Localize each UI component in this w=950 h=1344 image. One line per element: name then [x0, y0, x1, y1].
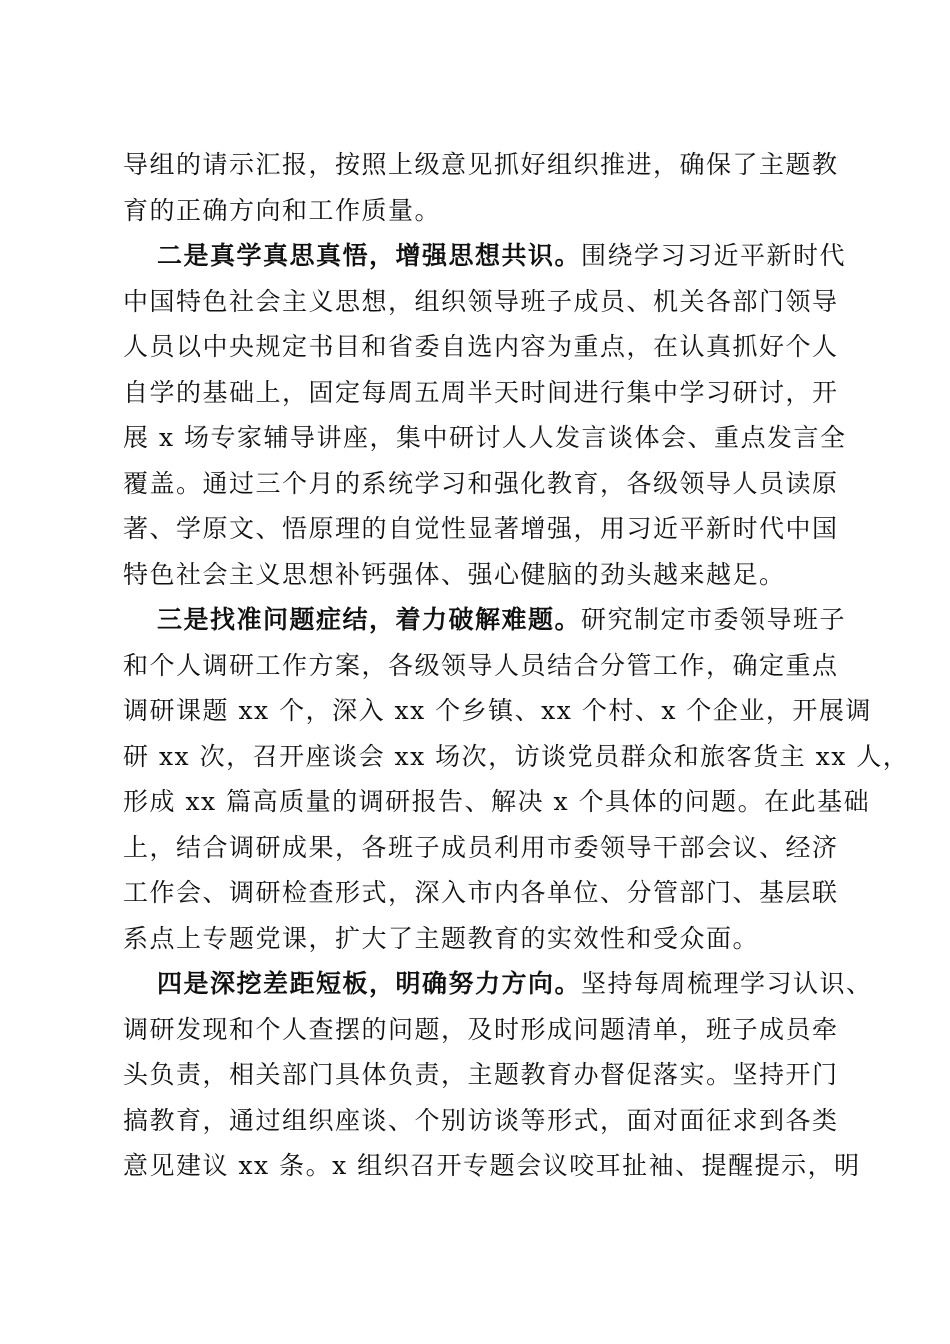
paragraph-2-line-3: 人员以中央规定书目和省委自选内容为重点，在认真抓好个人: [123, 332, 839, 361]
paragraph-3-line-5: 形成 xx 篇高质量的调研报告、解决 x 个具体的问题。在此基础: [123, 787, 871, 816]
paragraph-1-line-2: 育的正确方向和工作质量。: [123, 195, 442, 225]
paragraph-3-line-3: 调研课题 xx 个，深入 xx 个乡镇、xx 个村、x 个企业，开展调: [123, 696, 872, 725]
paragraph-3-line-8: 系点上专题党课，扩大了主题教育的实效性和受众面。: [123, 923, 760, 953]
paragraph-2-line-6: 覆盖。通过三个月的系统学习和强化教育，各级领导人员读原: [123, 468, 839, 498]
paragraph-3-line-4: 研 xx 次，召开座谈会 xx 场次，访谈党员群众和旅客货主 xx 人，: [123, 741, 910, 771]
paragraph-2-line-7: 著、学原文、悟原理的自觉性显著增强，用习近平新时代中国: [123, 514, 839, 543]
paragraph-3-line-2: 和个人调研工作方案，各级领导人员结合分管工作，确定重点: [123, 650, 839, 680]
document-body: [123, 142, 910, 1189]
paragraph-4-heading: 四是深挖差距短板，明确努力方向。: [157, 969, 582, 998]
paragraph-2-line-4: 自学的基础上，固定每周五周半天时间进行集中学习研讨，开: [123, 377, 839, 407]
paragraph-3-line-1-text: 研究制定市委领导班子: [581, 605, 847, 634]
paragraph-2-line-1-text: 围绕学习习近平新时代: [581, 241, 847, 270]
paragraph-3-line-1: [123, 597, 847, 643]
paragraph-4-line-1-text: 坚持每周梳理学习认识、: [581, 969, 873, 998]
paragraph-4-line-3: 头负责，相关部门具体负责，主题教育办督促落实。坚持开门: [123, 1060, 839, 1089]
paragraph-2-line-8: 特色社会主义思想补钙强体、强心健脑的劲头越来越足。: [123, 559, 786, 589]
paragraph-4-line-2: 调研发现和个人查摆的问题，及时形成问题清单，班子成员牵: [123, 1014, 839, 1044]
paragraph-3-line-7: 工作会、调研检查形式，深入市内各单位、分管部门、基层联: [123, 878, 839, 907]
paragraph-4-line-5: 意见建议 xx 条。x 组织召开专题会议咬耳扯袖、提醒提示，明: [123, 1151, 861, 1180]
paragraph-1-line-1: 导组的请示汇报，按照上级意见抓好组织推进，确保了主题教: [123, 150, 839, 179]
paragraph-2-line-2: 中国特色社会主义思想，组织领导班子成员、机关各部门领导: [123, 286, 839, 316]
paragraph-4-line-1: [123, 961, 873, 1007]
paragraph-2-line-1: [123, 233, 847, 279]
paragraph-4-line-4: 搞教育，通过组织座谈、个别访谈等形式，面对面征求到各类: [123, 1105, 839, 1135]
paragraph-2-heading: 二是真学真思真悟，增强思想共识。: [157, 241, 582, 270]
paragraph-2-line-5: 展 x 场专家辅导讲座，集中研讨人人发言谈体会、重点发言全: [123, 423, 847, 452]
paragraph-3-heading: 三是找准问题症结，着力破解难题。: [157, 605, 582, 634]
paragraph-3-line-6: 上，结合调研成果，各班子成员利用市委领导干部会议、经济: [123, 832, 839, 862]
